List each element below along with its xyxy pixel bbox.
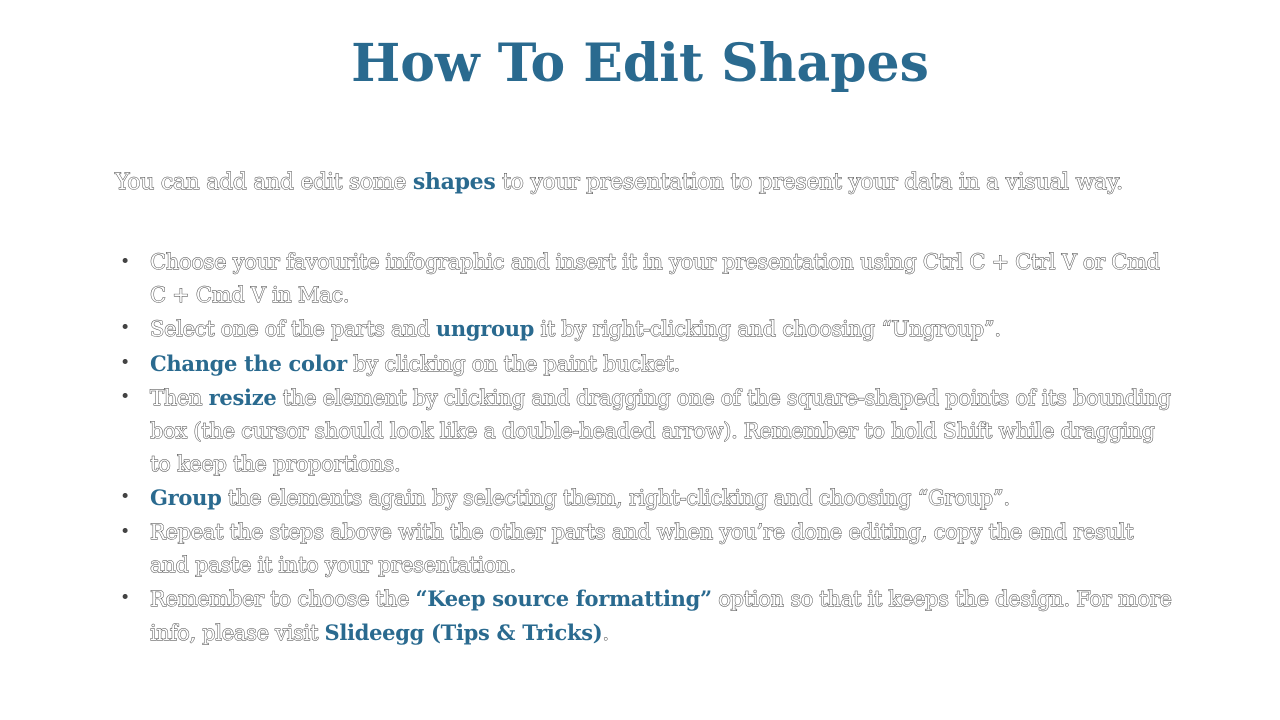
list-item-text: it by right-clicking and choosing “Ungroup”.	[534, 317, 1001, 342]
list-item-text: .	[602, 621, 609, 646]
list-item	[115, 516, 1175, 582]
list-item-text: Repeat the steps above with the other parts and when you’re done editing, copy the end result and paste it into your presentation.	[150, 519, 1134, 577]
highlight-text: Change the color	[150, 350, 347, 376]
list-item-text: option so that it keeps the design. For more info, please visit	[150, 587, 1172, 646]
list-item	[115, 582, 1175, 650]
bullet-icon: •	[121, 489, 129, 506]
steps-list	[115, 246, 1175, 650]
list-item-text: Select one of the parts and	[150, 317, 436, 342]
list-item-text: the element by clicking and dragging one of the square-shaped points of its bounding box (the cursor should look like a double-headed arrow). Remember to hold Shift while dragging to keep the proportions.	[150, 385, 1171, 477]
list-item	[115, 381, 1175, 482]
list-item	[115, 246, 1175, 312]
list-item	[115, 312, 1175, 346]
intro-paragraph	[115, 166, 1195, 199]
highlight-text: “Keep source formatting”	[415, 586, 712, 612]
highlight-text: Slideegg (Tips & Tricks)	[324, 620, 603, 646]
list-item-text: by clicking on the paint bucket.	[346, 351, 680, 376]
intro-highlight-shapes: shapes	[412, 169, 496, 195]
bullet-icon: •	[121, 590, 129, 607]
list-item-text: Then	[150, 385, 209, 410]
highlight-text: ungroup	[435, 316, 535, 342]
slide-title: How To Edit Shapes	[351, 33, 929, 94]
list-item-text: Remember to choose the	[150, 587, 416, 612]
list-item-text: Choose your favourite infographic and insert it in your presentation using Ctrl C + Ctrl V or Cmd C + Cmd V in Mac.	[150, 250, 1160, 308]
bullet-icon: •	[121, 354, 129, 371]
bullet-icon: •	[121, 523, 129, 540]
bullet-icon: •	[121, 254, 129, 270]
highlight-text: Group	[150, 485, 222, 511]
list-item-text: the elements again by selecting them, right-clicking and choosing “Group”.	[221, 486, 1010, 511]
bullet-icon: •	[121, 388, 129, 405]
highlight-text: resize	[208, 384, 277, 410]
bullet-icon: •	[121, 320, 129, 337]
list-item	[115, 481, 1175, 515]
intro-text-after: to your presentation to present your data in a visual way.	[495, 170, 1123, 195]
intro-text-before: You can add and edit some	[115, 170, 413, 195]
list-item	[115, 347, 1175, 381]
